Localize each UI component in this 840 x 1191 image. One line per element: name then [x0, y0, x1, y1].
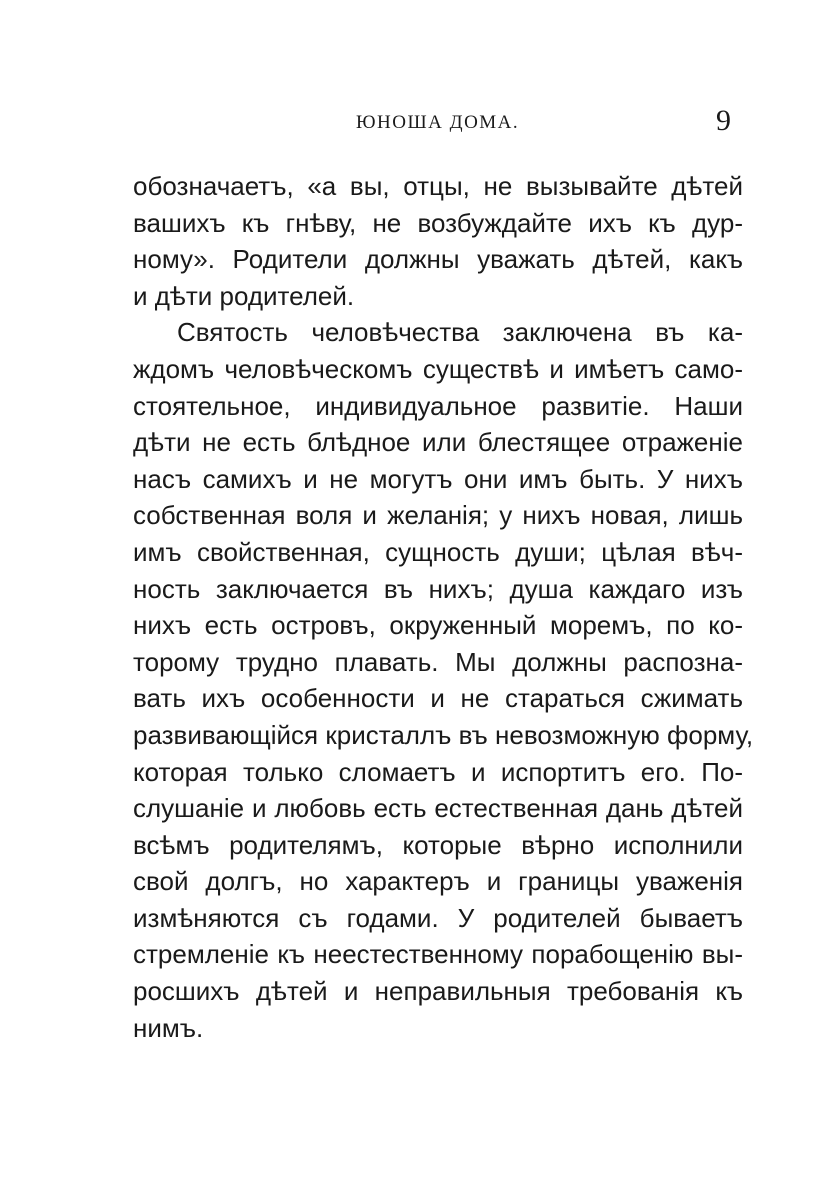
text-line: всѣмъ родителямъ, которые вѣрно исполнили: [133, 829, 743, 860]
text-line: развивающійся кристаллъ въ невозможную форму,: [133, 719, 754, 750]
text-line: дѣти не есть блѣдное или блестящее отраженіе: [133, 427, 743, 458]
text-line: росшихъ дѣтей и неправильныя требованія къ: [133, 976, 743, 1007]
text-line: ность заключается въ нихъ; душа каждаго изъ: [133, 573, 743, 604]
text-line: нихъ есть островъ, окруженный моремъ, по ко-: [133, 610, 743, 641]
page-number: 9: [716, 104, 731, 137]
text-line: ждомъ человѣческомъ существѣ и имѣетъ само-: [133, 353, 743, 384]
text-line: ному». Родители должны уважать дѣтей, какъ: [133, 244, 743, 275]
text-line: обозначаетъ, «а вы, отцы, не вызывайте дѣтей: [133, 171, 743, 201]
text-line: имъ свойственная, сущность души; цѣлая вѣч-: [133, 536, 743, 567]
text-line: насъ самихъ и не могутъ они имъ быть. У нихъ: [133, 463, 743, 494]
text-line: стремленіе къ неестественному порабощенію вы-: [133, 939, 743, 970]
text-line: измѣняются съ годами. У родителей бываетъ: [133, 902, 743, 933]
body-text: [133, 168, 754, 1046]
text-line: нимъ.: [133, 1012, 204, 1043]
text-line: вать ихъ особенности и не стараться сжимать: [133, 683, 743, 714]
text-line: слушаніе и любовь есть естественная дань дѣтей: [133, 793, 743, 824]
running-title: ЮНОША ДОМА.: [356, 112, 520, 133]
text-line: собственная воля и желанія; у нихъ новая, лишь: [133, 500, 743, 531]
text-line: торому трудно плавать. Мы должны распозна-: [133, 646, 743, 677]
text-line: и дѣти родителей.: [133, 280, 355, 311]
text-line: свой долгъ, но характеръ и границы уваженія: [133, 866, 743, 897]
text-line: Святость человѣчества заключена въ ка-: [177, 317, 743, 348]
text-line: вашихъ къ гнѣву, не возбуждайте ихъ къ дур-: [133, 207, 743, 238]
text-line: которая только сломаетъ и испортитъ его. По-: [133, 756, 743, 787]
text-line: стоятельное, индивидуальное развитіе. Наши: [133, 390, 743, 421]
